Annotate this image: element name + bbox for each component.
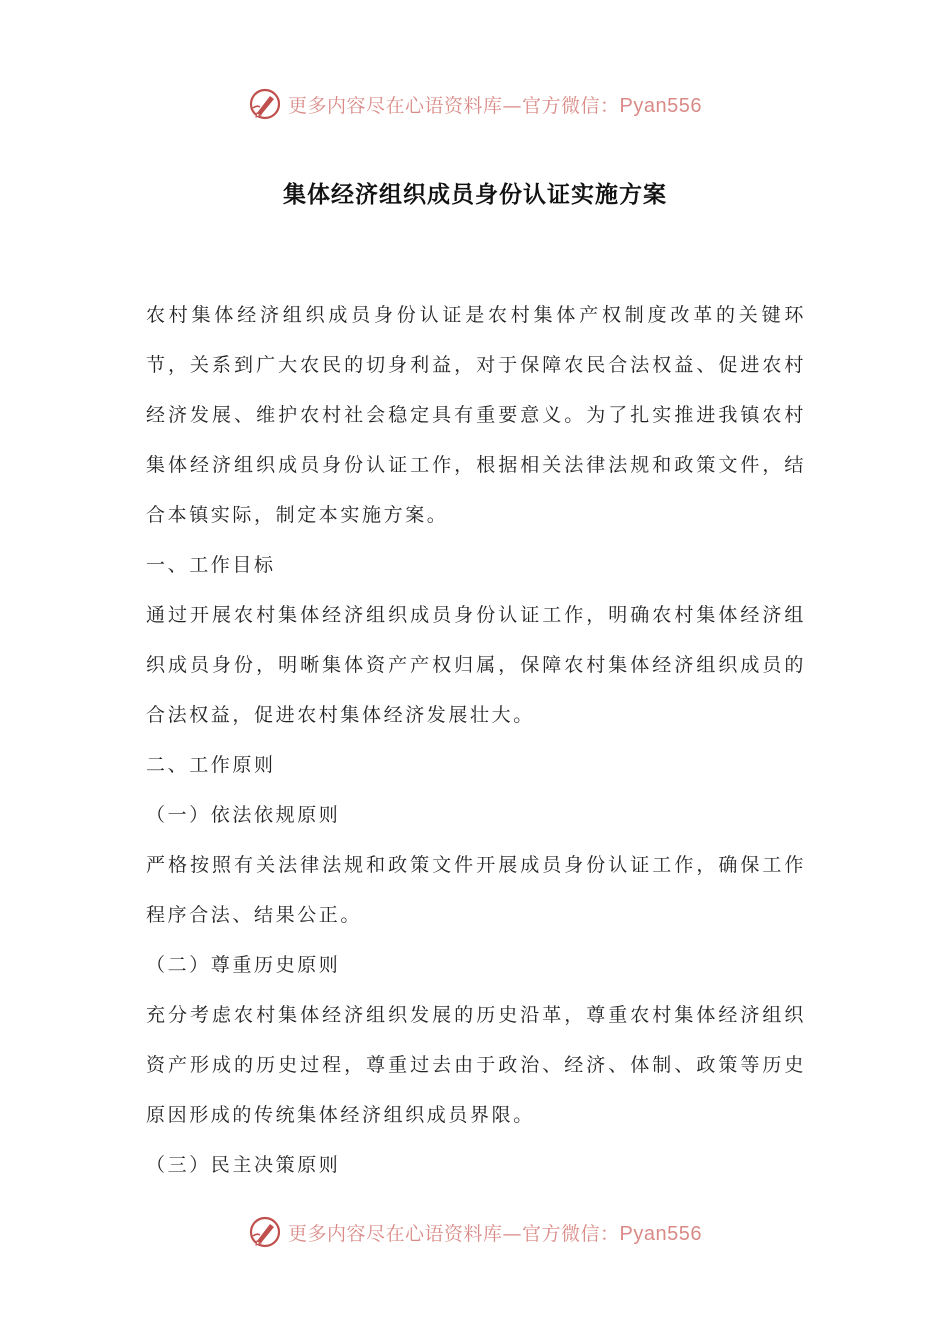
wechat-id: Pyan556 — [619, 94, 702, 117]
pen-in-circle-logo-icon — [248, 1215, 282, 1249]
subsection-heading: （一）依法依规原则 — [146, 804, 341, 826]
footer-watermark-banner — [0, 1212, 950, 1252]
wechat-id: Pyan556 — [619, 1222, 702, 1245]
header-watermark-banner — [0, 84, 950, 124]
intro-paragraph: 农村集体经济组织成员身份认证是农村集体产权制度改革的关键环节，关系到广大农民的切身利益，对于保障农民合法权益、促进农村经济发展、维护农村社会稳定具有重要意义。为了扎实推进我镇农村集体经济组织成员身份认证工作，根据相关法律法规和政策文件，结合本镇实际，制定本实施方案。 — [146, 304, 806, 526]
document-body — [146, 290, 806, 1190]
section-heading: 一、工作目标 — [146, 554, 276, 576]
document-title: 集体经济组织成员身份认证实施方案 — [283, 181, 667, 208]
body-paragraph: 充分考虑农村集体经济组织发展的历史沿革，尊重农村集体经济组织资产形成的历史过程，尊重过去由于政治、经济、体制、政策等历史原因形成的传统集体经济组织成员界限。 — [146, 1004, 806, 1126]
banner-text: 更多内容尽在心语资料库—官方微信：Pyan556 — [288, 94, 702, 117]
subsection-heading: （三）民主决策原则 — [146, 1154, 341, 1176]
banner-text: 更多内容尽在心语资料库—官方微信：Pyan556 — [288, 1222, 702, 1245]
body-paragraph: 通过开展农村集体经济组织成员身份认证工作，明确农村集体经济组织成员身份，明晰集体资产产权归属，保障农村集体经济组织成员的合法权益，促进农村集体经济发展壮大。 — [146, 604, 806, 726]
section-heading: 二、工作原则 — [146, 754, 276, 776]
body-paragraph: 严格按照有关法律法规和政策文件开展成员身份认证工作，确保工作程序合法、结果公正。 — [146, 854, 806, 926]
subsection-heading: （二）尊重历史原则 — [146, 954, 341, 976]
pen-in-circle-logo-icon — [248, 87, 282, 121]
